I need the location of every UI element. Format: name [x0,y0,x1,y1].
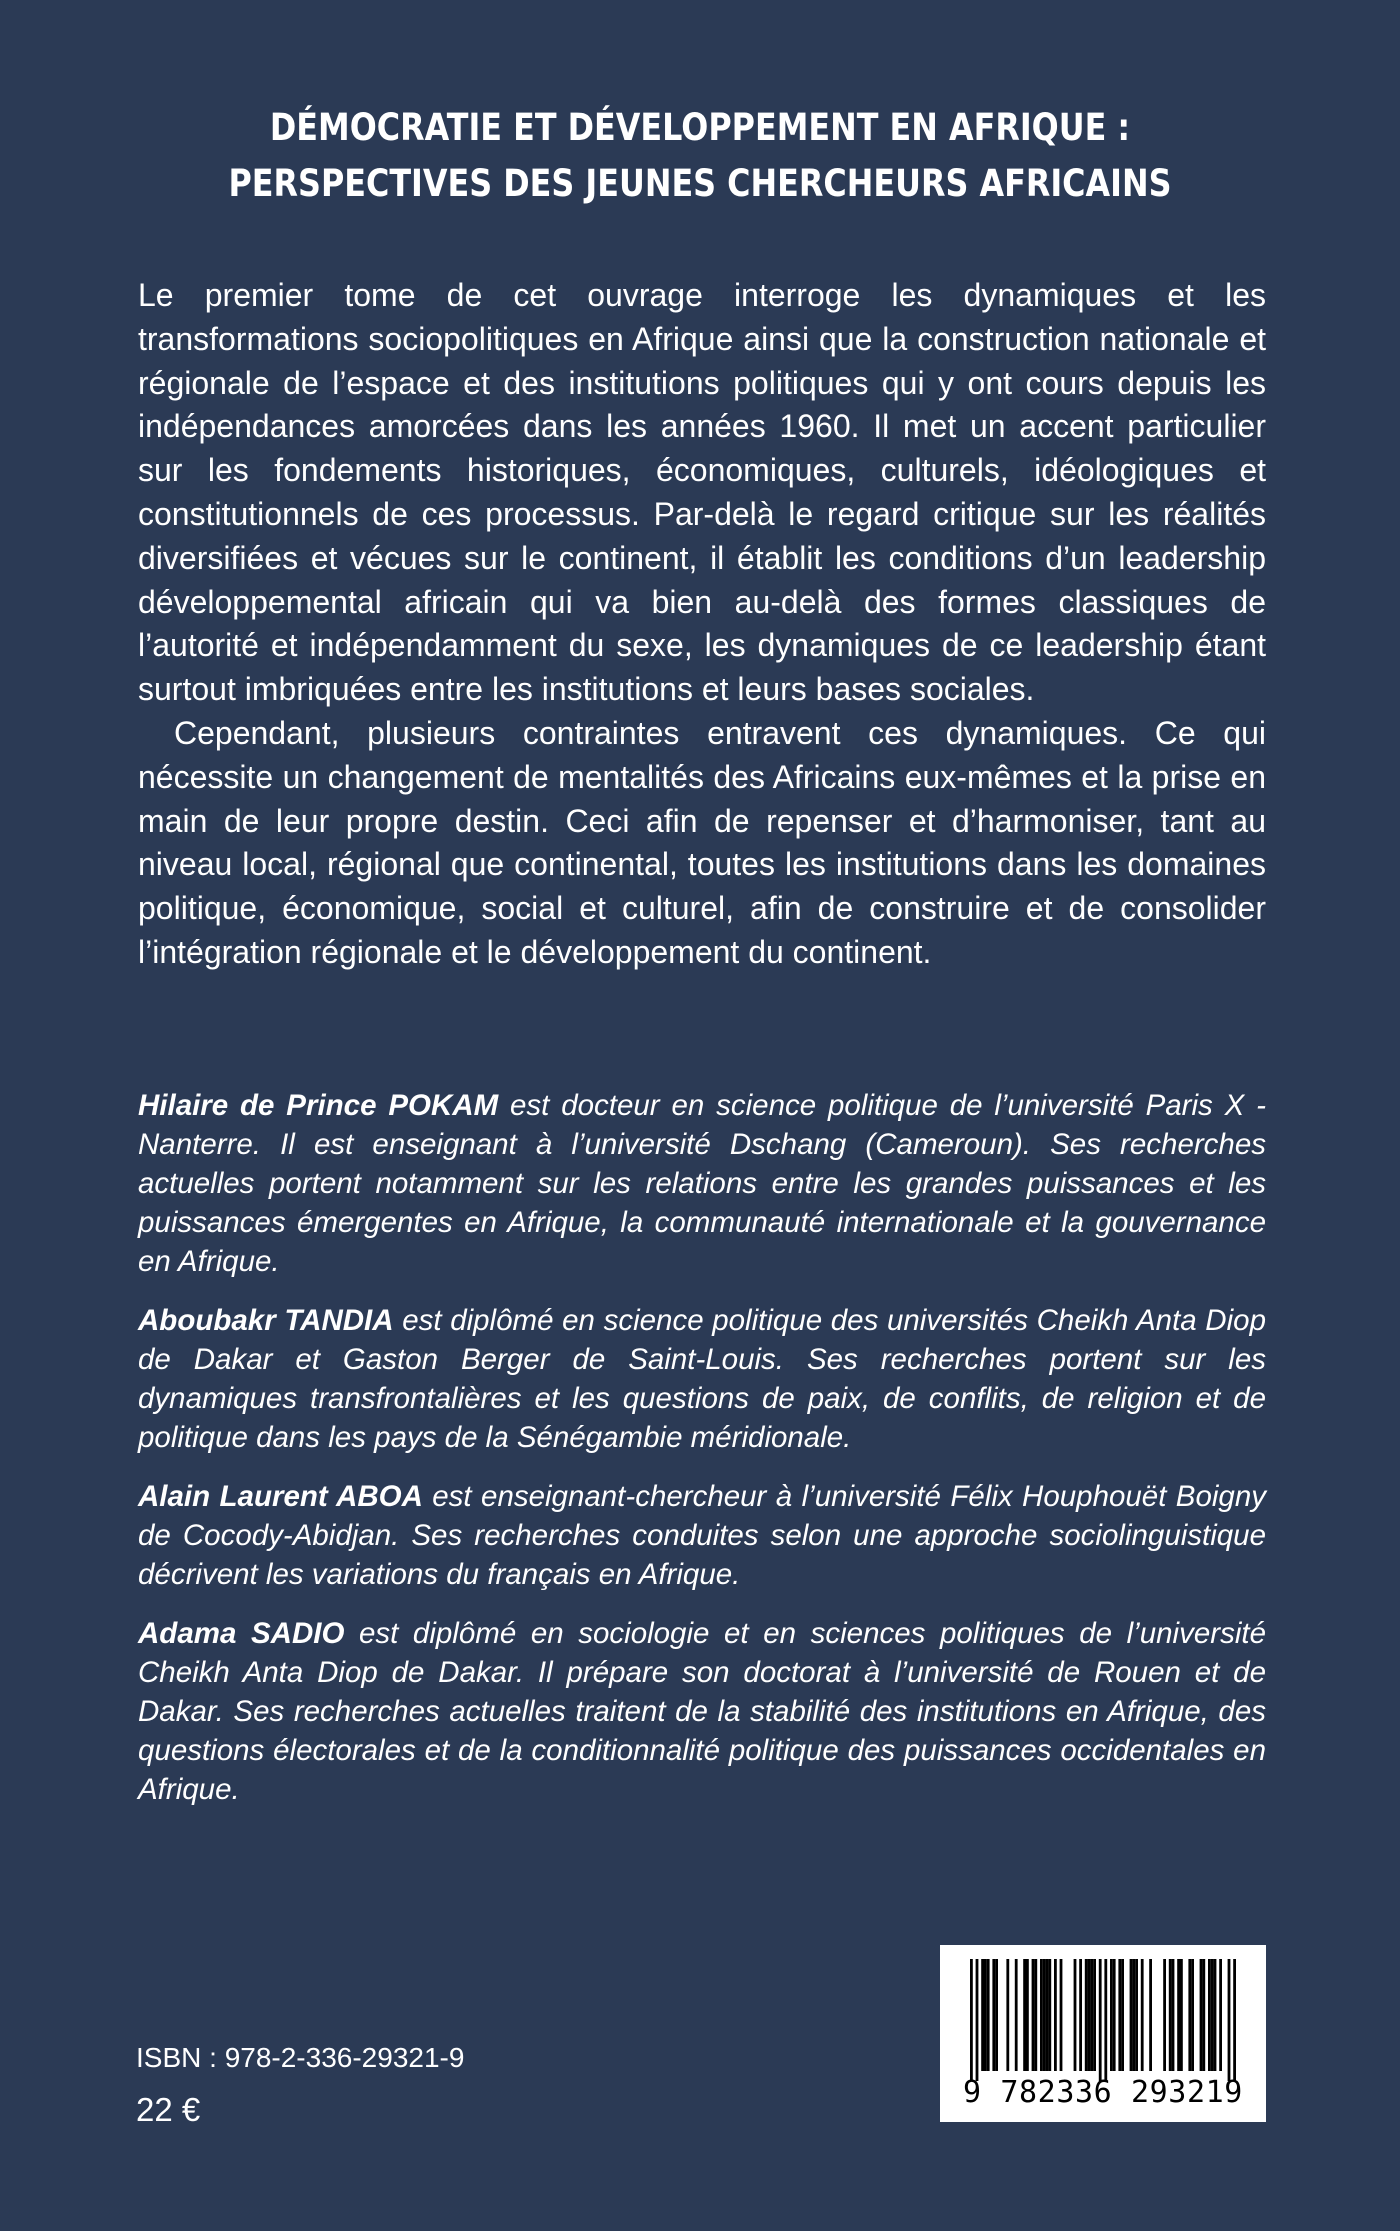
barcode-bar [1088,1959,1091,2071]
barcode-bar [1200,1959,1203,2071]
barcode-bar [1180,1959,1183,2071]
barcode-bar [1104,1959,1107,2081]
barcode-bar [1191,1959,1194,2071]
barcode-bar [1079,1959,1082,2071]
author-bio-text: est docteur en science politique de l’université Paris X - Nanterre. Il est enseignant à l’université Dschang (Cameroun). Ses recherches actuelles portent notamment sur les relations entre les grandes puissances et les puissances émergentes en Afrique, la communauté internationale et la gouvernance en Afrique. [138,1089,1266,1278]
barcode-bar [1043,1959,1046,2071]
book-title-line-1: DÉMOCRATIE ET DÉVELOPPEMENT EN AFRIQUE : [269,106,1131,149]
author-bios [138,1086,1266,1829]
isbn-label: ISBN : 978-2-336-29321-9 [136,2042,465,2073]
author-name: Alain Laurent ABOA [138,1480,423,1513]
author-bio [138,1614,1266,1809]
barcode-bar [1121,1959,1124,2071]
barcode-bar [1188,1959,1191,2071]
barcode-bar [1054,1959,1057,2071]
barcode-bar [1032,1959,1035,2071]
barcode-bar [1023,1959,1026,2071]
author-bio-text: est diplômé en science politique des universités Cheikh Anta Diop de Dakar et Gaston Berger de Saint-Louis. Ses recherches portent sur les dynamiques transfrontalières et les questions de paix, de conflits, de religion et de politique dans les pays de la Sénégambie méridionale. [138,1304,1266,1454]
barcode-bar [1228,1959,1231,2081]
author-bio-text: est enseignant-chercheur à l’université Félix Houphouët Boigny de Cocody-Abidjan. Ses recherches conduites selon une approche sociolinguistique décrivent les variations du français en Afrique. [138,1480,1266,1591]
book-title-line-2: PERSPECTIVES DES JEUNES CHERCHEURS AFRICAINS [228,162,1172,205]
barcode-bar [1132,1959,1135,2071]
barcode-digits: 9 782336 293219 [963,2075,1243,2110]
author-bio [138,1477,1266,1594]
book-summary [138,274,1266,975]
barcode-bar [1099,1959,1102,2081]
barcode-bar [995,1959,998,2071]
barcode-bar [970,1959,973,2081]
barcode-bar [1006,1959,1009,2071]
barcode-bar [1177,1959,1180,2071]
author-bio-text: est diplômé en sociologie et en sciences politiques de l’université Cheikh Anta Diop de Dakar. Il prépare son doctorat à l’université de Rouen et de Dakar. Ses recherches actuelles traitent de la stabilité des institutions en Afrique, des questions électorales et de la conditionnalité politique des puissances occidentales en Afrique. [138,1617,1266,1806]
barcode-bar [984,1959,987,2071]
barcode-bar [1085,1959,1088,2071]
barcode-bar [1060,1959,1063,2071]
book-title [150,100,1251,212]
barcode-bar [1130,1959,1133,2071]
barcode-bar [1141,1959,1144,2071]
barcode-bar [1233,1959,1236,2081]
barcode-bar [1046,1959,1049,2071]
author-name: Hilaire de Prince POKAM [138,1089,499,1122]
barcode-bar [1118,1959,1121,2071]
barcode-bar [1048,1959,1051,2071]
barcode-bar [992,1959,995,2071]
barcode-bar [1208,1959,1211,2071]
barcode-bar [981,1959,984,2071]
author-name: Adama SADIO [138,1617,345,1650]
barcode-bar [1093,1959,1096,2071]
barcode-bar [1034,1959,1037,2071]
barcode-bar [976,1959,979,2081]
barcode-bar [1172,1959,1175,2071]
price-label: 22 € [136,2091,201,2128]
barcode-bar [1135,1959,1138,2071]
barcode-bar [1214,1959,1217,2071]
barcode-bar [1015,1959,1018,2071]
barcode-bar [1090,1959,1093,2071]
barcode-bar [1113,1959,1116,2071]
barcode [940,1945,1266,2122]
barcode-bar [1026,1959,1029,2071]
barcode-bar [1219,1959,1222,2071]
barcode-bar [1169,1959,1172,2071]
summary-paragraph-1: Le premier tome de cet ouvrage interroge les dynamiques et les transformations sociopolitiques en Afrique ainsi que la construction nationale et régionale de l’espace et des institutions politiques qui y ont cours depuis les indépendances amorcées dans les années 1960. Il met un accent particulier sur les fondements historiques, économiques, culturels, idéologiques et constitutionnels de ces processus. Par-delà le regard critique sur les réalités diversifiées et vécues sur le continent, il établit les conditions d’un leadership développemental africain qui va bien au-delà des formes classiques de l’autorité et indépendamment du sexe, les dynamiques de ce leadership étant surtout imbriquées entre les institutions et leurs bases sociales. [138,277,1266,708]
barcode-bar [1163,1959,1166,2071]
barcode-bar [1149,1959,1152,2071]
author-bio [138,1086,1266,1281]
summary-paragraph-2: Cependant, plusieurs contraintes entravent ces dynamiques. Ce qui nécessite un changement de mentalités des Africains eux-mêmes et la prise en main de leur propre destin. Ceci afin de repenser et d’harmoniser, tant au niveau local, régional que continental, toutes les institutions dans les domaines politique, économique, social et culturel, afin de construire et de consolider l’intégration régionale et le développement du continent. [138,714,1266,970]
barcode-bar [1211,1959,1214,2071]
barcode-bar [987,1959,990,2071]
barcode-bar [1110,1959,1113,2071]
author-name: Aboubakr TANDIA [138,1304,394,1337]
barcode-bar [1074,1959,1077,2071]
author-bio [138,1301,1266,1457]
barcode-bar [1202,1959,1205,2071]
barcode-bar [1040,1959,1043,2071]
